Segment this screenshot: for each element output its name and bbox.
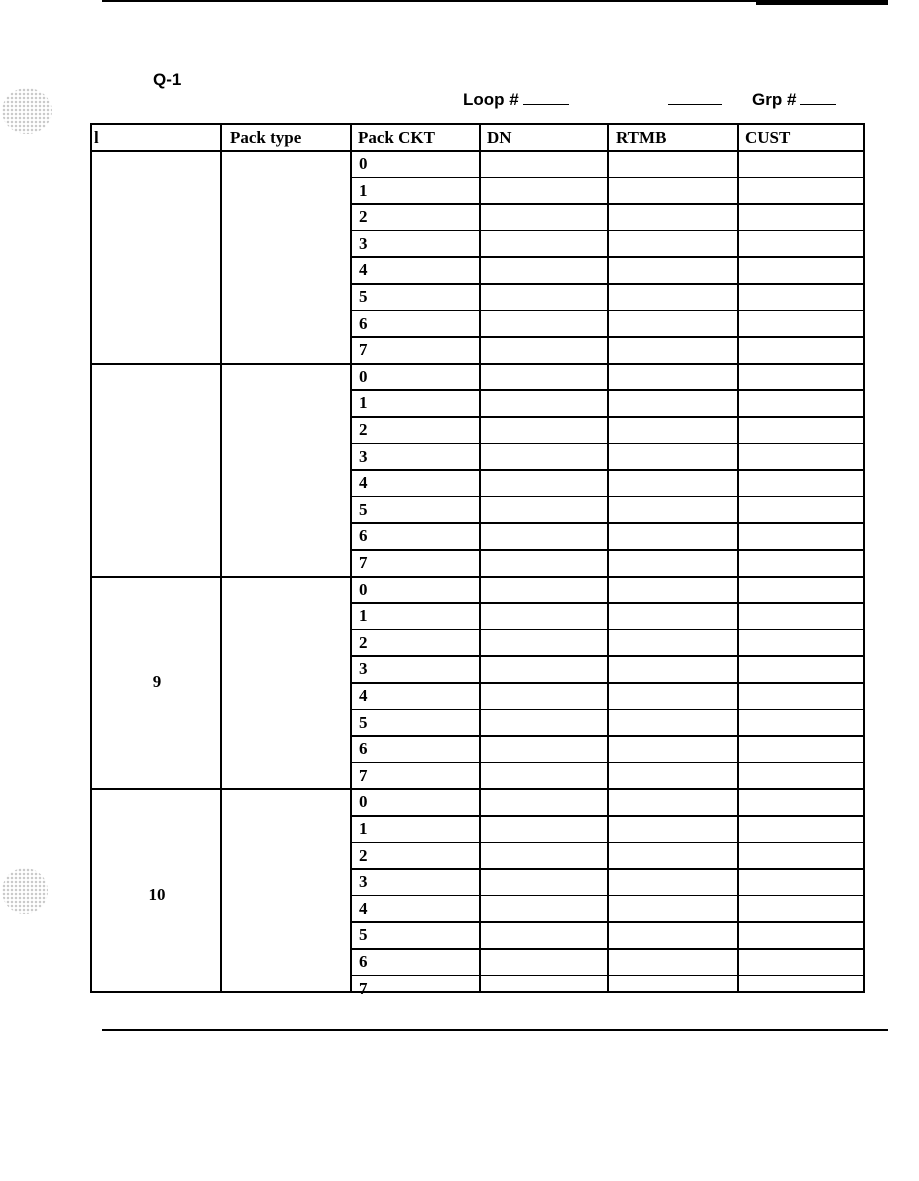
- card-group-divider: [92, 788, 863, 790]
- row-divider: [350, 336, 863, 338]
- column-divider: [737, 125, 739, 991]
- row-divider: [350, 283, 863, 285]
- circuit-number: 5: [359, 712, 368, 732]
- circuit-number: 0: [359, 579, 368, 599]
- circuit-number: 6: [359, 952, 368, 971]
- row-divider: [350, 416, 863, 418]
- column-divider: [607, 125, 609, 991]
- binder-hole-mark: [2, 88, 52, 134]
- loop-number-blank[interactable]: [523, 90, 569, 105]
- column-divider: [350, 125, 352, 991]
- column-divider: [479, 125, 481, 991]
- column-header-cust: CUST: [745, 128, 791, 147]
- row-divider: [350, 256, 863, 258]
- circuit-number: 4: [359, 686, 368, 705]
- card-group-divider: [92, 150, 863, 152]
- group-number-label: Grp #: [752, 90, 797, 109]
- row-divider: [350, 735, 863, 737]
- circuit-number: 6: [359, 526, 368, 546]
- top-rule-thick: [756, 0, 888, 5]
- circuit-number: 3: [359, 446, 368, 466]
- circuit-number: 2: [359, 632, 368, 652]
- row-divider: [350, 177, 863, 179]
- circuit-number: 5: [359, 499, 368, 519]
- circuit-number: 2: [359, 845, 368, 865]
- circuit-number: 4: [359, 473, 368, 493]
- circuit-number: 0: [359, 792, 368, 812]
- circuit-number: 1: [359, 819, 368, 838]
- column-header-pack-ckt: Pack CKT: [358, 128, 435, 147]
- circuit-number: 7: [359, 978, 368, 998]
- row-divider: [350, 895, 863, 897]
- circuit-number: 1: [359, 606, 368, 626]
- circuit-number: 3: [359, 872, 368, 892]
- column-header-pack-type: Pack type: [230, 128, 302, 147]
- circuit-assignment-table: [90, 123, 865, 998]
- circuit-number: 2: [359, 207, 368, 227]
- column-header-dn: DN: [487, 128, 512, 147]
- card-number: 10: [148, 884, 166, 904]
- row-divider: [350, 522, 863, 524]
- shelf-number-field: [668, 90, 722, 110]
- row-divider: [350, 948, 863, 950]
- circuit-number: 3: [359, 233, 368, 253]
- circuit-number: 7: [359, 553, 368, 572]
- row-divider: [350, 389, 863, 391]
- bottom-rule: [102, 1029, 888, 1031]
- circuit-number: 6: [359, 313, 368, 333]
- binder-hole-mark: [2, 868, 48, 914]
- form-id: Q-1: [153, 70, 182, 89]
- card-group-divider: [92, 363, 863, 365]
- row-divider: [350, 682, 863, 684]
- circuit-number: 4: [359, 260, 368, 280]
- group-number-field: [752, 90, 836, 110]
- row-divider: [350, 469, 863, 471]
- circuit-number: 6: [359, 739, 368, 759]
- row-divider: [350, 842, 863, 844]
- row-divider: [350, 629, 863, 631]
- circuit-number: 2: [359, 420, 368, 439]
- circuit-number: 5: [359, 925, 368, 945]
- row-divider: [350, 709, 863, 711]
- shelf-number-blank[interactable]: [668, 90, 722, 105]
- circuit-number: 1: [359, 180, 368, 200]
- row-divider: [350, 655, 863, 657]
- row-divider: [350, 602, 863, 604]
- row-divider: [350, 203, 863, 205]
- circuit-number: 7: [359, 765, 368, 785]
- row-divider: [350, 975, 863, 977]
- column-divider: [220, 125, 222, 991]
- group-number-blank[interactable]: [800, 90, 836, 105]
- circuit-number: 4: [359, 898, 368, 918]
- row-divider: [350, 868, 863, 870]
- row-divider: [350, 443, 863, 445]
- row-divider: [350, 496, 863, 498]
- loop-number-field: [463, 90, 569, 110]
- row-divider: [350, 310, 863, 312]
- row-divider: [350, 762, 863, 764]
- card-group-divider: [92, 576, 863, 578]
- row-divider: [350, 230, 863, 232]
- circuit-number: 0: [359, 154, 368, 173]
- column-header-rtmb: RTMB: [616, 128, 667, 147]
- column-header-card: l: [94, 128, 99, 147]
- row-divider: [350, 549, 863, 551]
- circuit-number: 3: [359, 659, 368, 679]
- circuit-number: 1: [359, 393, 368, 413]
- circuit-number: 0: [359, 366, 368, 386]
- row-divider: [350, 921, 863, 923]
- circuit-number: 5: [359, 287, 368, 306]
- circuit-number: 7: [359, 340, 368, 360]
- row-divider: [350, 815, 863, 817]
- card-number: 9: [152, 672, 162, 691]
- loop-number-label: Loop #: [463, 90, 519, 109]
